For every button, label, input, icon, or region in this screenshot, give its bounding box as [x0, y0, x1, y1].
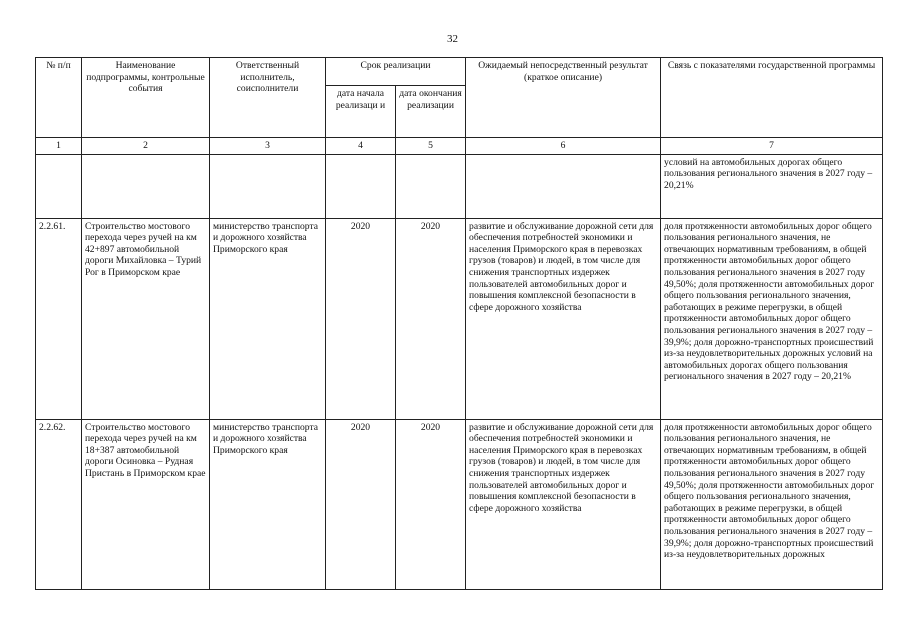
header-period: Срок реализации: [326, 58, 466, 86]
column-number: 7: [661, 138, 883, 155]
row-responsible: министерство транспорта и дорожного хозяйства Приморского края: [210, 419, 326, 589]
header-start: дата начала реализаци и: [326, 86, 396, 138]
row-result: развитие и обслуживание дорожной сети для обеспечения потребностей экономики и населения Приморского края в перевозках грузов (товаров) и людей, в том числе для снижения транспортных издержек пользователей автомобильных дорог и повышения комплексной безопасности в сфере дорожного хозяйства: [466, 419, 661, 589]
column-number: 2: [82, 138, 210, 155]
column-number-row: [36, 138, 883, 155]
column-number: 3: [210, 138, 326, 155]
row-responsible: министерство транспорта и дорожного хозяйства Приморского края: [210, 218, 326, 419]
row-num: 2.2.61.: [36, 218, 82, 419]
row-name: Строительство мостового перехода через ручей на км 42+897 автомобильной дороги Михайловка – Турий Рог в Приморском крае: [82, 218, 210, 419]
row-end: 2020: [396, 419, 466, 589]
program-table: [35, 57, 883, 590]
row-num: 2.2.62.: [36, 419, 82, 589]
row-name: Строительство мостового перехода через ручей на км 18+387 автомобильной дороги Осиновка – Рудная Пристань в Приморском крае: [82, 419, 210, 589]
table-row: [36, 218, 883, 419]
column-number: 4: [326, 138, 396, 155]
row-link: условий на автомобильных дорогах общего пользования регионального значения в 2027 году – 20,21%: [661, 154, 883, 218]
row-start: [326, 154, 396, 218]
table-row: [36, 419, 883, 589]
row-num: [36, 154, 82, 218]
page-number: 32: [447, 33, 458, 45]
header-num: № п/п: [36, 58, 82, 138]
header-responsible: Ответственный исполнитель, соисполнители: [210, 58, 326, 138]
row-start: 2020: [326, 218, 396, 419]
column-number: 6: [466, 138, 661, 155]
row-start: 2020: [326, 419, 396, 589]
row-name: [82, 154, 210, 218]
table-header: [36, 58, 883, 155]
table-row: [36, 154, 883, 218]
row-result: развитие и обслуживание дорожной сети для обеспечения потребностей экономики и населения Приморского края в перевозках грузов (товаров) и людей, в том числе для снижения транспортных издержек пользователей автомобильных дорог и повышения комплексной безопасности в сфере дорожного хозяйства: [466, 218, 661, 419]
row-link: доля протяженности автомобильных дорог общего пользования регионального значения, не отвечающих нормативным требованиям, в общей протяженности автомобильных дорог общего пользования регионального значения в 2027 году 49,50%; доля протяженности автомобильных дорог общего пользования регионального значения, работающих в режиме перегрузки, в общей протяженности автомобильных дорог общего пользования регионального значения в 2027 году – 39,9%; доля дорожно-транспортных происшествий из-за неудовлетворительных дорожных: [661, 419, 883, 589]
row-end: [396, 154, 466, 218]
row-result: [466, 154, 661, 218]
header-name: Наименование подпрограммы, контрольные события: [82, 58, 210, 138]
row-responsible: [210, 154, 326, 218]
header-result: Ожидаемый непосредственный результат (краткое описание): [466, 58, 661, 138]
row-link: доля протяженности автомобильных дорог общего пользования регионального значения, не отвечающих нормативным требованиям, в общей протяженности автомобильных дорог общего пользования регионального значения в 2027 году 49,50%; доля протяженности автомобильных дорог общего пользования регионального значения, работающих в режиме перегрузки, в общей протяженности автомобильных дорог общего пользования регионального значения в 2027 году – 39,9%; доля дорожно-транспортных происшествий из-за неудовлетворительных дорожных условий на автомобильных дорогах общего пользования регионального значения в 2027 году – 20,21%: [661, 218, 883, 419]
row-end: 2020: [396, 218, 466, 419]
column-number: 1: [36, 138, 82, 155]
header-link: Связь с показателями государственной программы: [661, 58, 883, 138]
column-number: 5: [396, 138, 466, 155]
header-end: дата окончания реализации: [396, 86, 466, 138]
